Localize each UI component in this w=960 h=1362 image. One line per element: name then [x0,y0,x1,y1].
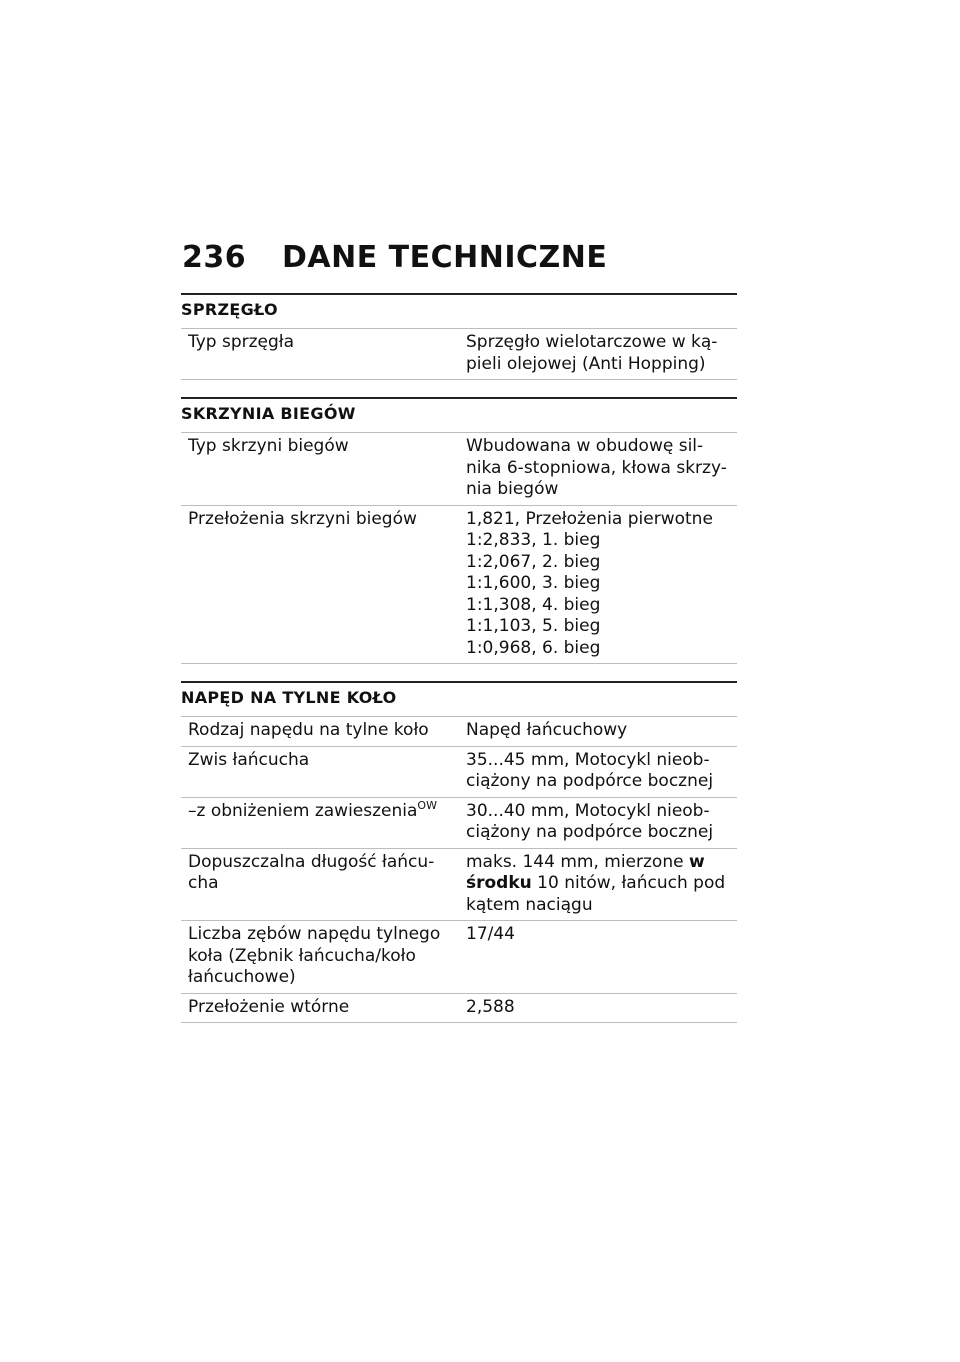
row-value [459,994,737,1023]
page-number: 236 [182,240,247,275]
value-line: nika 6-stopniowa, kłowa skrzy- [466,457,727,478]
value-line: 1:1,103, 5. bieg [466,616,601,636]
row-value [459,329,737,379]
value-line: kątem naciągu [466,894,593,915]
label-line: cha [188,873,219,893]
value-line: 30...40 mm, Motocykl nieob- [466,800,710,821]
row-value [459,506,737,664]
table-row [181,505,737,665]
value-line: Napęd łańcuchowy [466,720,628,740]
value-line: 1:2,833, 1. bieg [466,530,601,550]
table-row [181,920,737,993]
row-label: Przełożenia skrzyni biegów [188,508,417,529]
row-value [459,849,737,921]
label-text: –z obniżeniem zawieszenia [188,800,418,821]
row-label: Przełożenie wtórne [188,996,350,1017]
value-line: ciążony na podpórce bocznej [466,771,714,791]
value-line: 1:1,600, 3. bieg [466,573,601,593]
table-row [181,716,737,746]
table-row [181,746,737,797]
label-line: łańcuchowe) [188,967,296,987]
value-text: 10 nitów, łańcuch pod [531,873,726,893]
section-title-gearbox: SKRZYNIA BIEGÓW [181,404,356,423]
value-line: pieli olejowej (Anti Hopping) [466,353,706,374]
label-line: koła (Zębnik łańcucha/koło [188,945,416,966]
value-line: 17/44 [466,924,515,944]
table-row [181,797,737,848]
label-line: Dopuszczalna długość łańcu- [188,851,435,872]
row-label: Typ skrzyni biegów [188,436,349,456]
row-value [459,798,737,848]
table-row [181,328,737,380]
value-emphasis: środku [466,873,532,893]
row-label [181,849,459,921]
table-row [181,993,737,1024]
section-clutch [181,293,737,380]
footnote-marker: OW [417,798,437,812]
row-label: Rodzaj napędu na tylne koło [188,720,429,740]
page-header [182,240,607,275]
row-label: Typ sprzęgła [188,332,295,352]
row-value [459,433,737,505]
section-title-rear-drive: NAPĘD NA TYLNE KOŁO [181,688,397,707]
section-rear-drive [181,681,737,1023]
row-label: Zwis łańcucha [188,749,310,770]
row-value [459,717,737,746]
spec-content [181,293,737,1040]
value-line: 1:2,067, 2. bieg [466,551,601,572]
section-title-clutch: SPRZĘGŁO [181,300,278,319]
row-value [459,921,737,993]
value-line [466,852,737,874]
value-line: 2,588 [466,996,515,1017]
value-text: maks. 144 mm, mierzone [466,851,689,872]
value-line: Wbudowana w obudowę sil- [466,436,704,456]
label-line: Liczba zębów napędu tylnego [188,924,441,944]
table-row [181,432,737,505]
value-line: 1,821, Przełożenia pierwotne [466,508,713,529]
row-label [181,798,459,848]
table-row [181,848,737,921]
value-line: Sprzęgło wielotarczowe w ką- [466,332,718,352]
row-label [181,921,459,993]
value-line: 1:1,308, 4. bieg [466,594,601,615]
value-line: nia biegów [466,479,559,499]
value-line: ciążony na podpórce bocznej [466,822,714,842]
value-line: 1:0,968, 6. bieg [466,637,601,658]
value-emphasis: w [688,851,705,872]
value-line: 35...45 mm, Motocykl nieob- [466,749,710,770]
page-title: DANE TECHNICZNE [282,240,608,275]
section-gearbox [181,397,737,664]
value-line [466,873,737,895]
row-value [459,747,737,797]
